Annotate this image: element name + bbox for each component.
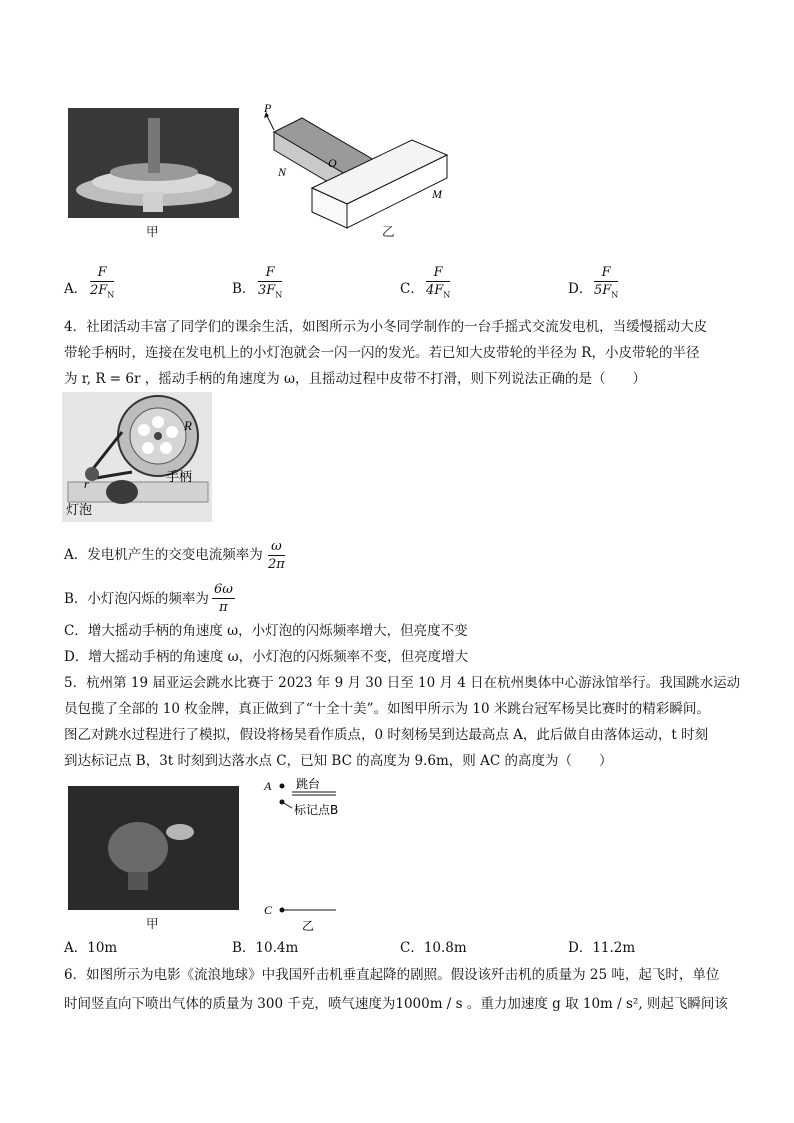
label-A: A <box>264 779 272 793</box>
q3-photo-jia <box>68 108 239 218</box>
q5-caption-yi: 乙 <box>302 919 315 932</box>
q3-option-a-letter: A． <box>64 281 88 297</box>
label-platform: 跳台 <box>296 777 321 791</box>
q4-line-3: 为 r, R = 6r ，摇动手柄的角速度为 ω，且摇动过程中皮带不打滑，则下列说法正确的是（ ） <box>64 371 647 387</box>
q5-photo-jia <box>68 786 239 910</box>
q4-option-b: B．小灯泡闪烁的频率为 <box>64 591 209 607</box>
q5-line-4: 到达标记点 B，3t 时刻到达落水点 C，已知 BC 的高度为 9.6m，则 AC 的高度为（ ） <box>64 753 613 769</box>
stadium-illustration <box>68 108 239 218</box>
q3-option-a: $\frac{F}{2F_N}$ <box>90 265 115 300</box>
q5-line-2: 员包揽了全部的 10 枚金牌，真正做到了“十全十美”。如图甲所示为 10 米跳台冠军杨昊比赛时的精彩瞬间。 <box>64 701 710 717</box>
q3-caption-jia: 甲 <box>146 224 159 239</box>
q3-option-c: $\frac{F}{4F_N}$ <box>426 265 451 300</box>
diver-illustration <box>68 786 239 910</box>
q6-line-1: 6．如图所示为电影《流浪地球》中我国歼击机垂直起降的剧照。假设该歼击机的质量为 25 吨，起飞时，单位 <box>64 967 720 983</box>
q4-option-a: A．发电机产生的交变电流频率为 <box>64 547 263 563</box>
q3-option-c-letter: C． <box>400 281 424 297</box>
q4-generator-figure <box>62 392 212 522</box>
label-P: P <box>264 101 272 115</box>
q5-line-1: 5．杭州第 19 届亚运会跳水比赛于 2023 年 9 月 30 日至 10 月 4 日在杭州奥体中心游泳馆举行。我国跳水运动 <box>64 675 741 691</box>
q4-option-a-fraction: $\frac{\omega}{2\pi}$ <box>268 539 285 572</box>
q4-option-c: C．增大摇动手柄的角速度 ω，小灯泡的闪烁频率增大，但亮度不变 <box>64 623 468 639</box>
q5-option-a: A．10m <box>64 940 118 956</box>
q6-line-2: 时间竖直向下喷出气体的质量为 300 千克，喷气速度为1000m / s 。重力加速度 g 取 10m / s², 则起飞瞬间该 <box>64 996 728 1012</box>
label-bulb: 灯泡 <box>66 503 93 518</box>
q5-option-c: C．10.8m <box>400 940 467 956</box>
q5-line-3: 图乙对跳水过程进行了模拟，假设将杨昊看作质点，0 时刻杨昊到达最高点 A，此后做自由落体运动，t 时刻 <box>64 727 709 743</box>
q3-caption-yi: 乙 <box>382 224 395 239</box>
label-markB: 标记点B <box>294 803 339 817</box>
q3-option-d: $\frac{F}{5F_N}$ <box>594 265 619 300</box>
q5-option-d: D．11.2m <box>568 940 636 956</box>
label-r: r <box>84 477 89 491</box>
label-C: C <box>264 903 273 917</box>
q3-block-diagram <box>262 100 452 240</box>
q4-option-d: D．增大摇动手柄的角速度 ω，小灯泡的闪烁频率不变，但亮度增大 <box>64 649 469 665</box>
label-R: R <box>184 418 192 433</box>
q5-caption-jia: 甲 <box>146 916 159 931</box>
q3-option-b-letter: B． <box>232 281 256 297</box>
label-M: M <box>432 187 442 201</box>
label-O: O <box>328 156 337 170</box>
q4-line-2: 带轮手柄时，连接在发电机上的小灯泡就会一闪一闪的发光。若已知大皮带轮的半径为 R，小皮带轮的半径 <box>64 345 700 361</box>
q3-option-d-letter: D． <box>568 281 593 297</box>
q4-option-b-fraction: $\frac{6\omega}{\pi}$ <box>214 582 233 615</box>
q5-dive-diagram <box>258 772 358 932</box>
q4-line-1: 4．社团活动丰富了同学们的课余生活，如图所示为小冬同学制作的一台手摇式交流发电机，当缓慢摇动大皮 <box>64 319 708 335</box>
q5-option-b: B．10.4m <box>232 940 299 956</box>
q3-option-b: $\frac{F}{3F_N}$ <box>258 265 283 300</box>
label-N: N <box>278 165 287 179</box>
label-handle: 手柄 <box>166 470 193 485</box>
